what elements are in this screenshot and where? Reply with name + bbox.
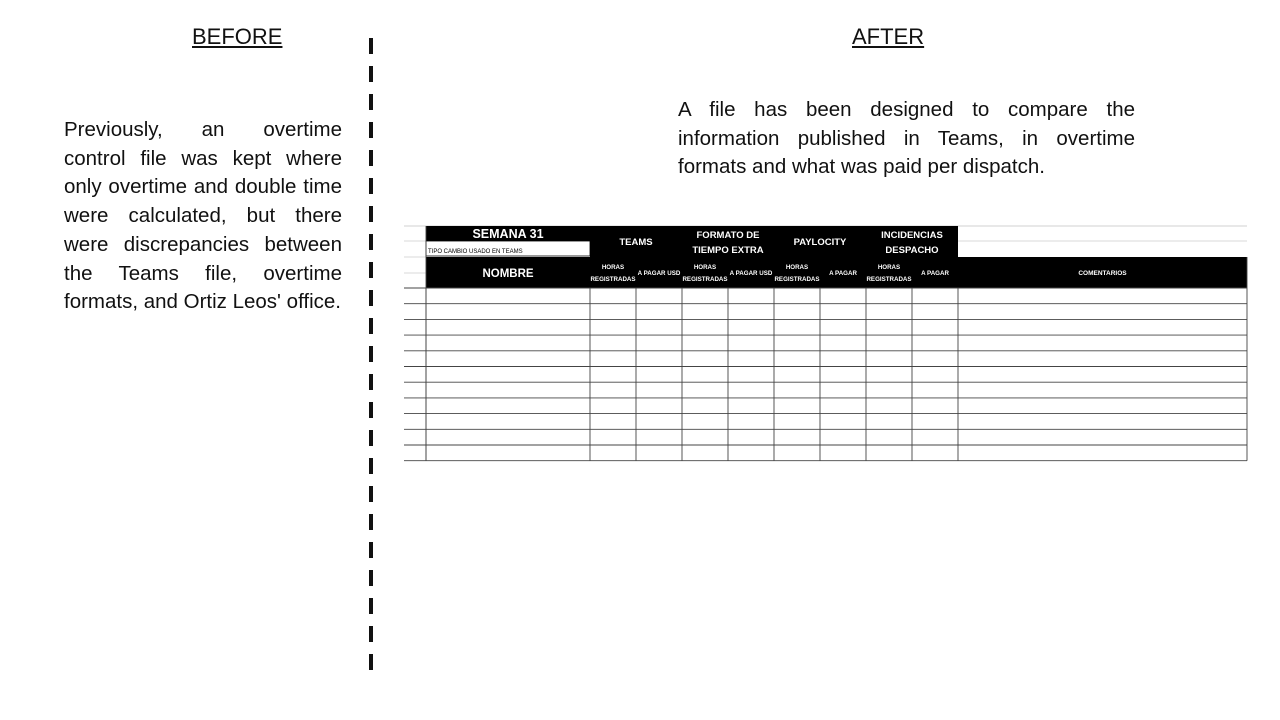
exchange-rate-label: TIPO CAMBIO USADO EN TEAMS bbox=[428, 249, 523, 255]
sub-header-line1: HORAS bbox=[693, 264, 717, 271]
sub-header: A PAGAR USD bbox=[637, 270, 681, 277]
sub-header: A PAGAR USD bbox=[729, 270, 773, 277]
sub-header-line2: REGISTRADAS bbox=[590, 276, 636, 283]
dashed-divider bbox=[369, 38, 373, 672]
spreadsheet-image bbox=[404, 224, 1248, 464]
sub-header-line2: REGISTRADAS bbox=[774, 276, 820, 283]
sub-header-line2: REGISTRADAS bbox=[866, 276, 912, 283]
name-header: NOMBRE bbox=[482, 268, 534, 280]
group-header: TEAMS bbox=[619, 237, 653, 248]
sub-header: A PAGAR bbox=[829, 270, 857, 277]
sub-header: A PAGAR bbox=[921, 270, 949, 277]
week-label: SEMANA 31 bbox=[472, 227, 544, 241]
before-description: Previously, an overtime control file was kept where only overtime and double time were calculated, but there were discrepancies between the Teams file, overtime formats, and Ortiz Leos' office. bbox=[64, 118, 342, 314]
before-heading: BEFORE bbox=[192, 24, 283, 49]
group-header-line1: FORMATO DE bbox=[696, 230, 760, 241]
comments-header: COMENTARIOS bbox=[1078, 270, 1127, 277]
group-header-line1: INCIDENCIAS bbox=[881, 230, 943, 241]
group-header-line2: TIEMPO EXTRA bbox=[692, 245, 764, 256]
sub-header-line1: HORAS bbox=[877, 264, 901, 271]
sub-header-line2: REGISTRADAS bbox=[682, 276, 728, 283]
after-description: A file has been designed to compare the information published in Teams, in overtime formats and what was paid per dispatch. bbox=[678, 98, 1135, 179]
sub-header-line1: HORAS bbox=[785, 264, 809, 271]
overtime-comparison-spreadsheet bbox=[404, 224, 1248, 464]
group-header-line2: DESPACHO bbox=[885, 245, 939, 256]
sub-header-line1: HORAS bbox=[601, 264, 625, 271]
after-heading: AFTER bbox=[852, 24, 925, 49]
group-header: PAYLOCITY bbox=[793, 237, 847, 248]
